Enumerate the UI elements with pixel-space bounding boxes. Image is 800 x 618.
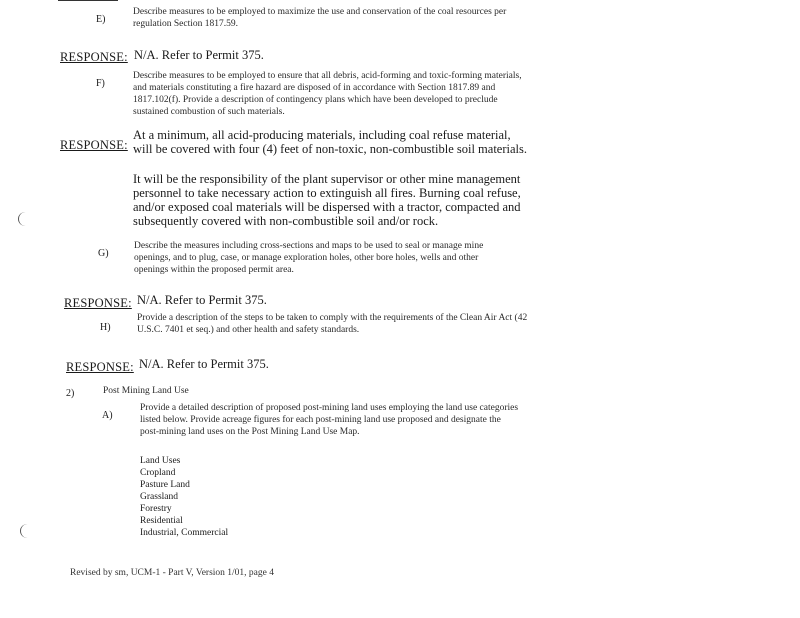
response-text: N/A. Refer to Permit 375. [139,357,269,371]
item-letter: G) [98,248,109,259]
page-footer: Revised by sm, UCM-1 - Part V, Version 1/01, page 4 [70,568,274,578]
land-use-item: Cropland [140,468,176,478]
land-use-item: Pasture Land [140,480,190,490]
land-use-item: Land Uses [140,456,181,466]
item-letter: H) [100,322,111,333]
land-use-item: Forestry [140,504,172,514]
item-question: Describe measures to be employed to ensure that all debris, acid-forming and toxic-forming materials, and materials constituting a fire hazard are disposed of in accordance with Section 1817.89 and 1817.102(f). Provide a description of contingency plans which have been developed to preclude sustained combustion of such materials. [133,71,522,117]
response-text: N/A. Refer to Permit 375. [134,48,264,62]
section-number: 2) [66,388,75,399]
item-letter: F) [96,78,105,89]
response-text: At a minimum, all acid-producing materials, including coal refuse material, will be covered with four (4) feet of non-toxic, non-combustible soil materials. [133,128,527,156]
item-letter: E) [96,14,106,25]
response-label: RESPONSE: [60,138,128,152]
scan-mark [18,212,33,226]
land-use-list [140,455,228,539]
item-question: Provide a description of the steps to be taken to comply with the requirements of the Clean Air Act (42 U.S.C. 7401 et seq.) and other health and safety standards. [137,313,528,335]
land-use-item: Industrial, Commercial [140,528,229,538]
section-title: Post Mining Land Use [103,386,189,396]
response-text: It will be the responsibility of the plant supervisor or other mine management personnel to take necessary action to extinguish all fires. Burning coal refuse, and/or exposed coal materials will be dispersed with a tractor, compacted and subsequently covered with non-combustible soil and/or rock. [133,172,521,228]
cropped-top-line [58,0,118,1]
land-use-item: Residential [140,516,183,526]
response-text: N/A. Refer to Permit 375. [137,293,267,307]
item-question: Provide a detailed description of proposed post-mining land uses employing the land use categories listed below. Provide acreage figures for each post-mining land use proposed and designate the post-mining land uses on the Post Mining Land Use Map. [140,403,519,437]
response-label: RESPONSE: [60,50,128,64]
item-question: Describe measures to be employed to maximize the use and conservation of the coal resources per regulation Section 1817.59. [133,7,507,29]
response-label: RESPONSE: [64,296,132,310]
response-label: RESPONSE: [66,360,134,374]
item-letter: A) [102,410,113,421]
scan-mark [20,524,35,538]
land-use-item: Grassland [140,492,178,502]
item-question: Describe the measures including cross-sections and maps to be used to seal or manage mine openings, and to plug, case, or manage exploration holes, other bore holes, wells and other openings within the proposed permit area. [134,241,484,275]
